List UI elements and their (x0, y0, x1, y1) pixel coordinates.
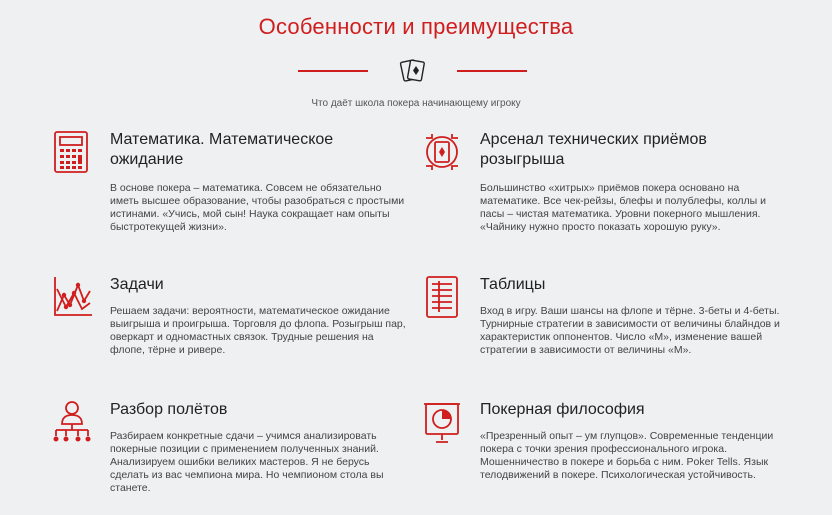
feature-text: Решаем задачи: вероятности, математическое ожидание выигрыша и проигрыша. Торговля до флопа. Розыгрыш пар, оверкарт и одномастных связок. Трудные решения на флопе, тёрне и ривере. (110, 305, 406, 356)
feature-text: «Презренный опыт – ум глупцов». Современные тенденции покера с точки зрения профессионального игрока. Мошенничество в покере и борьба с ним. Poker Tells. Язык телодвижений в покере. Психологическая устойчивость. (480, 430, 774, 481)
card-target-icon (422, 130, 462, 174)
feature-text: Большинство «хитрых» приёмов покера основано на математике. Все чек-рейзы, блефы и полублефы, коллы и пасы – чистая математика. Уровни покерного мышления. «Чайнику нужно просто показать хорошую руку». (480, 182, 767, 233)
feature-title: Таблицы (480, 276, 546, 293)
title-divider (0, 56, 832, 86)
playing-cards-icon (398, 56, 428, 86)
feature-title: Покерная философия (480, 401, 645, 418)
feature-title: Арсенал технических приёмов розыгрыша (480, 131, 707, 168)
calculator-icon (52, 130, 92, 174)
divider-line-left (298, 70, 368, 72)
table-icon (422, 275, 462, 319)
divider-line-right (457, 70, 527, 72)
feature-title: Задачи (110, 276, 164, 293)
feature-text: Разбираем конкретные сдачи – учимся анализировать покерные позиции с применением полученных знаний. Анализируем ошибки великих мастеров. Я не берусь сделать из вас чемпиона мира. Но чемпионом стола вы станете. (110, 430, 384, 494)
page-subtitle: Что даёт школа покера начинающему игроку (311, 98, 521, 109)
person-network-icon (52, 400, 92, 444)
chart-icon (52, 275, 92, 319)
page-title: Особенности и преимущества (258, 14, 574, 39)
feature-title: Разбор полётов (110, 401, 228, 418)
feature-text: Вход в игру. Ваши шансы на флопе и тёрне. 3-беты и 4-беты. Турнирные стратегии в зависимости от величины блайндов и характеристик оппонентов. Число «М», изменение вашей стратегии в зависимости от величины «М». (480, 305, 780, 356)
feature-text: В основе покера – математика. Совсем не обязательно иметь высшее образование, чтобы разобраться с простыми истинами. «Учись, мой сын! Наука сокращает нам опыты быстротекущей жизни». (110, 182, 405, 233)
presentation-icon (422, 400, 462, 444)
feature-title: Математика. Математическое ожидание (110, 131, 334, 168)
